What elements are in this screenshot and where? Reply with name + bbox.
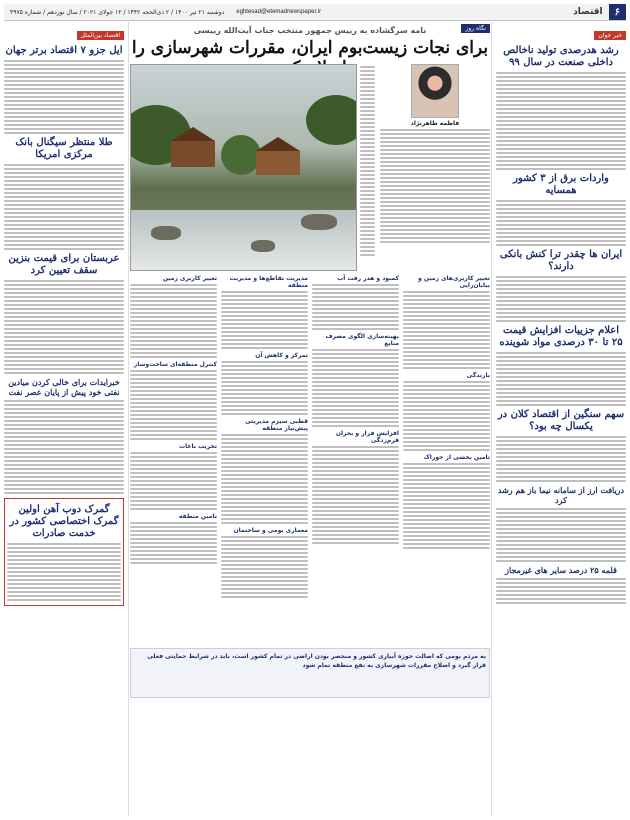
- article-body: [496, 200, 626, 246]
- article-subhead: تامین بخشی از خوراک: [423, 454, 490, 461]
- article-body: [496, 578, 626, 604]
- page-number: ۶: [609, 4, 626, 20]
- article-body: [496, 276, 626, 322]
- article-body: [4, 164, 124, 250]
- news-title: رشد هدرصدی تولید ناخالص داخلی صنعت در سال ۹۹: [503, 45, 619, 68]
- article-text-top: [360, 64, 375, 258]
- article-photo-village: [130, 64, 357, 271]
- news-title: ایران ها چقدر ترا کنش بانکی دارند؟: [499, 249, 623, 272]
- article-subhead: تخریب باغات: [179, 443, 217, 450]
- article-subhead: قطبی سیزم مدیریتی پیش‌نیاز منطقه: [245, 418, 308, 432]
- news-title: ایل جزو ۷ اقتصاد برتر جهان: [5, 45, 123, 56]
- news-title: اعلام جزییات افزایش قیمت ۲۵ تا ۳۰ درصدی مواد شوینده: [499, 325, 623, 348]
- article-subhead: افزایش فرار و بحران فرم‌زدگی: [335, 430, 399, 444]
- article-columns: [130, 272, 490, 816]
- article-subhead: تمرکز و کاهش آن: [255, 352, 308, 359]
- news-title: طلا منتظر سیگنال بانک مرکزی امریکا: [15, 137, 113, 160]
- article-subhead: بهینه‌سازی الگوی مصرف منابع: [325, 333, 399, 347]
- news-title: قلمه ۲۵ درصد سایر های غیرمجاز: [505, 565, 617, 575]
- website-address[interactable]: eghtesad@etemadnewspaper.ir: [236, 9, 322, 15]
- article-subhead: تغییر کاربری زمین: [162, 275, 217, 282]
- article-body: [496, 436, 626, 482]
- article-subhead: تغییر کاربری‌های زمین و بیابان‌زایی: [418, 275, 490, 289]
- author-name: فاطمه طاهرنژاد: [410, 120, 460, 127]
- article-body: [380, 129, 490, 243]
- left-column-tag: اقتصاد بین‌الملل: [77, 31, 125, 40]
- article-subhead: بارندگی: [466, 372, 490, 379]
- news-box: [4, 498, 124, 606]
- pull-quote-text: به مردم بومی که اصالت حوزه آبیاری کشور و منحصر بودن اراضی در تمام کشور است، باید در شرایط حمایتی فعلی قرار گیرد و اصلاح مقررات شهرسازی به نفع منطقه تمام شود: [147, 653, 486, 669]
- article-headline: برای نجات زیست‌بوم ایران، مقررات شهرسازی را: [131, 38, 489, 58]
- article-column: [221, 272, 308, 816]
- article-body: [7, 543, 121, 601]
- article-body: [4, 280, 124, 374]
- article-subhead: کمبود و هدر رفت آب: [337, 275, 399, 282]
- article-body: [496, 508, 626, 562]
- main-article-tag: نگاه روز: [461, 24, 490, 33]
- news-title: خبرایدات برای خالی کردن میادین نفتی خود پیش از پایان عصر نفت: [8, 377, 120, 397]
- article-body: [496, 352, 626, 406]
- main-article: [130, 22, 490, 816]
- left-column-international: [4, 22, 129, 816]
- article-subhead: مدیریت تقاطع‌ها و مدیریت منطقه: [229, 275, 308, 289]
- date-line: دوشنبه ۲۱ تیر ۱۴۰۰ / ۲ ذی‌الحجه ۱۴۴۲ / ۱۲ جولای ۲۰۲۱ / سال نوزدهم / شماره ۴۹۷۵: [10, 8, 225, 16]
- right-column-tag: خبر خوان: [594, 31, 626, 40]
- article-column: [130, 272, 217, 816]
- article-body: [496, 72, 626, 170]
- article-subhead: تامین منطقه: [178, 513, 217, 520]
- news-title: گمرک دوب آهن اولین گمرک اختصاصی کشور در خدمت صادرات: [9, 504, 119, 539]
- news-title: دریافت ارز از سامانه نیما باز هم رشد کرد: [497, 485, 625, 505]
- article-subhead: کنترل منطقه‌ای ساخت‌وساز: [133, 361, 217, 368]
- page-header: [4, 4, 626, 21]
- article-subhead: معماری بومی و ساختمان: [233, 527, 308, 534]
- article-supertitle: نامه سرگشاده به رییس جمهور منتخب جناب آیت‌الله رییسی: [193, 26, 427, 35]
- author-photo: [411, 64, 459, 118]
- article-column: [312, 272, 399, 816]
- article-column: [403, 272, 490, 816]
- article-body: [4, 400, 124, 494]
- news-title: سهم سنگین از اقتصاد کلان در یکسال چه بود؟: [497, 409, 625, 432]
- news-title: واردات برق از ۳ کشور همسایه: [513, 173, 609, 196]
- news-title: عربستان برای قیمت بنزین سقف تعیین کرد: [8, 253, 120, 276]
- article-body: [4, 60, 124, 134]
- pull-quote: [130, 648, 490, 698]
- author-box: [380, 64, 490, 245]
- section-name: اقتصاد: [573, 7, 603, 17]
- right-column-news: [491, 22, 626, 816]
